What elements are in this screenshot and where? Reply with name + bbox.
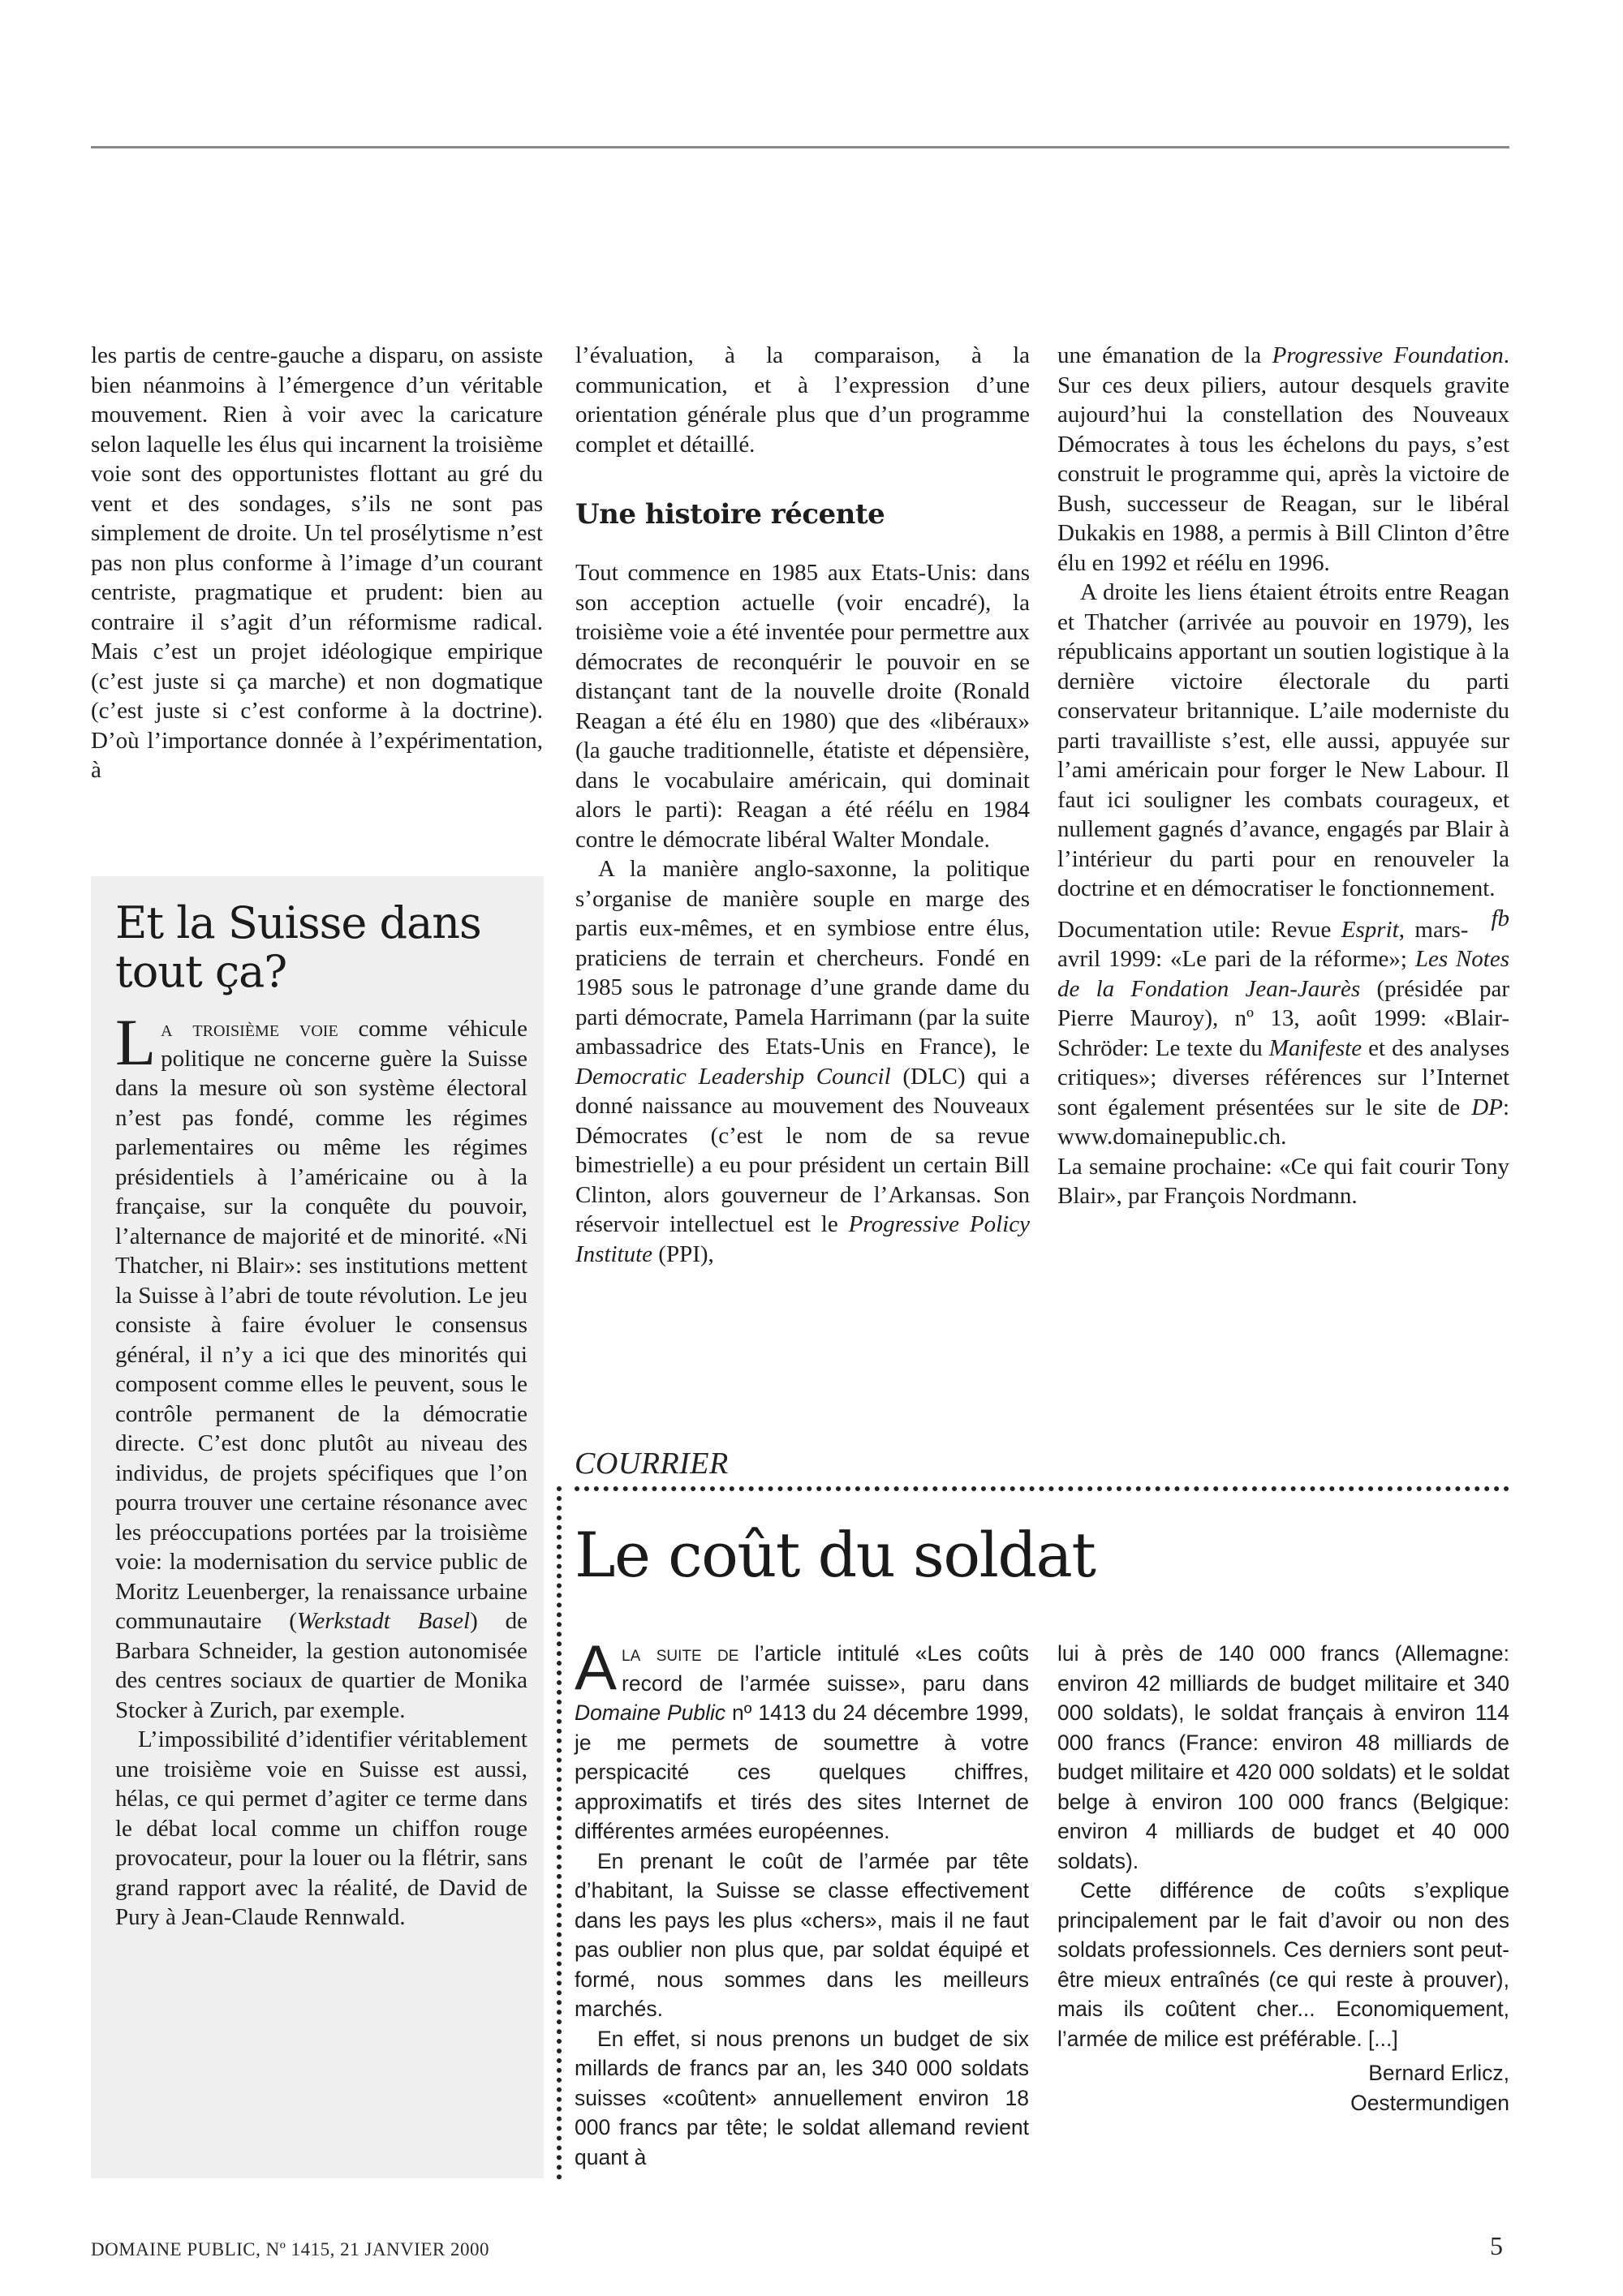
article-column-2 bbox=[575, 341, 1030, 1269]
box-paragraph: L’impossibilité d’identifier véritablement une troisième voie en Suisse est aussi, hélas, ce qui permet d’agiter ce terme dans le débat local comme un chiffon rouge provocateur, pour la louer ou la flétrir, sans grand rapport avec la réalité, de David de Pury à Jean-Claude Rennwald. bbox=[115, 1726, 527, 1930]
section-heading: Une histoire récente bbox=[575, 498, 885, 531]
dotted-vertical-rule bbox=[557, 1486, 562, 2180]
drop-cap: A bbox=[575, 1632, 618, 1703]
drop-cap: L bbox=[115, 1005, 157, 1079]
article-paragraph: A la manière anglo-saxonne, la politique s’organise de manière souple en marge des partis eux-mêmes, et en symbiose entre élus, praticiens de terrain et chercheurs. Fondé en 1985 sous le patronage d’une grande dame du parti démocrate, Pamela Harrimann (par la suite ambassadrice des Etats-Unis en France), le Democratic Leadership Council (DLC) qui a donné naissance au mouvement des Nouveaux Démocrates (c’est le nom de sa revue bimestrielle) a eu pour président un certain Bill Clinton, alors gouverneur de l’Arkansas. Son réservoir intellectuel est le Progressive Policy Institute (PPI), bbox=[575, 856, 1031, 1267]
next-week-note: La semaine prochaine: «Ce qui fait courir Tony Blair», par François Nordmann. bbox=[1057, 1153, 1509, 1209]
letter-paragraph: Ala suite de l’article intitulé «Les coûts record de l’armée suisse», paru dans Domaine Public nº 1413 du 24 décembre 1999, je me permets de soumettre à votre perspicacité ces quelques chiffres, approximatifs et tirés des sites Internet de différentes armées européennes. bbox=[575, 1632, 1030, 1843]
signature-place: Oestermundigen bbox=[1350, 2090, 1509, 2115]
article-paragraph: les partis de centre-gauche a disparu, on assiste bien néanmoins à l’émergence d’un véritable mouvement. Rien à voir avec la caricature selon laquelle les élus qui incarnent la troisième voie sont des opportunistes flottant au gré du vent et des sondages, s’ils ne sont pas simplement de droite. Un tel prosélytisme n’est pas non plus conforme à l’image d’un courant centriste, pragmatique et prudent: bien au contraire il s’agit d’un réformisme radical. Mais c’est un projet idéologique empirique (c’est juste si ça marche) et non dogmatique (c’est juste si c’est conforme à la doctrine). D’où l’importance donnée à l’expérimentation, à bbox=[91, 342, 543, 783]
letter-paragraph: En prenant le coût de l’armée par tête d’habitant, la Suisse se classe effectivement dans les pays les plus «chers», mais il ne faut pas oublier non plus que, par soldat équipé et formé, nous sommes dans les meilleurs marchés. bbox=[575, 1848, 1029, 2021]
letter-signature bbox=[1057, 2058, 1509, 2118]
page-number: 5 bbox=[1490, 2231, 1503, 2260]
org-name: Progressive Policy Institute bbox=[575, 1211, 1031, 1267]
documentation-note: Documentation utile: Revue Esprit, mars-avril 1999: «Le pari de la réforme»; Les Notes de la Fondation Jean-Jaurès (présidée par Pierre Mauroy), nº 13, août 1999: «Blair-Schröder: Le texte du Manifeste et des analyses critiques»; diverses références sur l’Internet sont également présentées sur le site de DP: www.domainepublic.ch. bbox=[1057, 916, 1509, 1150]
box-body bbox=[115, 1005, 527, 1933]
article-column-1 bbox=[91, 341, 543, 785]
org-name: Progressive Foundation bbox=[1272, 342, 1504, 368]
article-paragraph: l’évaluation, à la comparaison, à la communication, et à l’expression d’une orientation générale plus que d’un programme complet et détaillé. bbox=[575, 342, 1030, 458]
article-column-3 bbox=[1057, 341, 1509, 1211]
letter-paragraph: Cette différence de coûts s’explique principalement par le fait d’avoir ou non des soldats professionnels. Ces derniers sont peut-être mieux entraînés (ce qui reste à prouver), mais ils coûtent cher... Economiquement, l’armée de milice est préférable. [...] bbox=[1057, 1878, 1509, 2051]
letter-paragraph: lui à près de 140 000 francs (Allemagne: environ 42 milliards de budget militaire et 340 000 soldats), le soldat français à environ 114 000 francs (France: environ 48 milliards de budget militaire et 420 000 soldats) et le soldat belge à environ 100 000 francs (Belgique: environ 4 milliards de budget et 40 000 soldats). bbox=[1057, 1641, 1509, 1873]
letter-title: Le coût du soldat bbox=[575, 1519, 1096, 1591]
box-paragraph: La troisième voie comme véhicule politique ne concerne guère la Suisse dans la mesure où son système électoral n’est pas fondé, comme les régimes parlementaires ou même les régimes présidentiels à l’américaine ou à la française, sur la conquête du pouvoir, l’alternance de majorité et de minorité. «Ni Thatcher, ni Blair»: ses institutions mettent la Suisse à l’abri de toute révolution. Le jeu consiste à faire évoluer le consensus général, il n’y a ici que des minorités qui composent comme elles le peuvent, sous le contrôle permanent de la démocratie directe. C’est donc plutôt au niveau des individus, de projets spécifiques que l’on pourra trouver une certaine résonance avec les préoccupations portées par la troisième voie: la modernisation du service public de Moritz Leuenberger, la renaissance urbaine communautaire (Werkstadt Basel) de Barbara Schneider, la gestion autonomisée des centres sociaux de quartier de Monika Stocker à Zurich, par exemple. bbox=[115, 1005, 527, 1723]
letter-paragraph: En effet, si nous prenons un budget de six millards de francs par an, les 340 000 soldats suisses «coûtent» annuellement environ 18 000 francs par tête; le soldat allemand revient quant à bbox=[575, 2026, 1029, 2169]
box-title: Et la Suisse dans tout ça? bbox=[115, 897, 481, 997]
letter-column-2 bbox=[1057, 1639, 1509, 2118]
section-label: COURRIER bbox=[575, 1447, 729, 1481]
article-paragraph: Tout commence en 1985 aux Etats-Unis: dans son acception actuelle (voir encadré), la troisième voie a été inventée pour permettre aux démocrates de reconquérir le pouvoir en se distançant tant de la nouvelle droite (Ronald Reagan a été élu en 1980) que des «libéraux» (la gauche traditionnelle, étatiste et dépensière, dans le vocabulaire américain, qui dominait alors le parti): Reagan a été réélu en 1984 contre le démocrate libéral Walter Mondale. bbox=[575, 560, 1030, 853]
signature-name: Bernard Erlicz, bbox=[1368, 2061, 1509, 2085]
letter-column-1 bbox=[575, 1632, 1030, 2172]
article-paragraph: une émanation de la Progressive Foundation. Sur ces deux piliers, autour desquels gravite aujourd’hui la constellation des Nouveaux Démocrates à tous les échelons du pays, s’est construit le programme qui, après la victoire de Bush, successeur de Reagan, sur le libéral Dukakis en 1988, a permis à Bill Clinton d’être élu en 1992 et réélu en 1996. bbox=[1057, 342, 1509, 576]
article-paragraph: A droite les liens étaient étroits entre Reagan et Thatcher (arrivée au pouvoir en 1979), les républicains apportant un soutien logistique à la dernière victoire électorale du parti conservateur britannique. L’aile moderniste du parti travailliste s’est, elle aussi, appuyée sur l’ami américain pour forger le New Labour. Il faut ici souligner les combats courageux, et nullement gagnés d’avance, engagés par Blair à l’intérieur du parti pour en renouveler la doctrine et en démocratiser le fonctionnement. fb bbox=[1057, 578, 1509, 904]
dotted-rule bbox=[575, 1486, 1509, 1491]
org-name: Democratic Leadership Council bbox=[575, 1063, 891, 1090]
author-initials: fb bbox=[1491, 905, 1509, 931]
sidebar-box bbox=[91, 876, 544, 2178]
footer-issue: DOMAINE PUBLIC, Nº 1415, 21 JANVIER 2000 bbox=[91, 2239, 489, 2259]
header-rule bbox=[91, 146, 1509, 148]
